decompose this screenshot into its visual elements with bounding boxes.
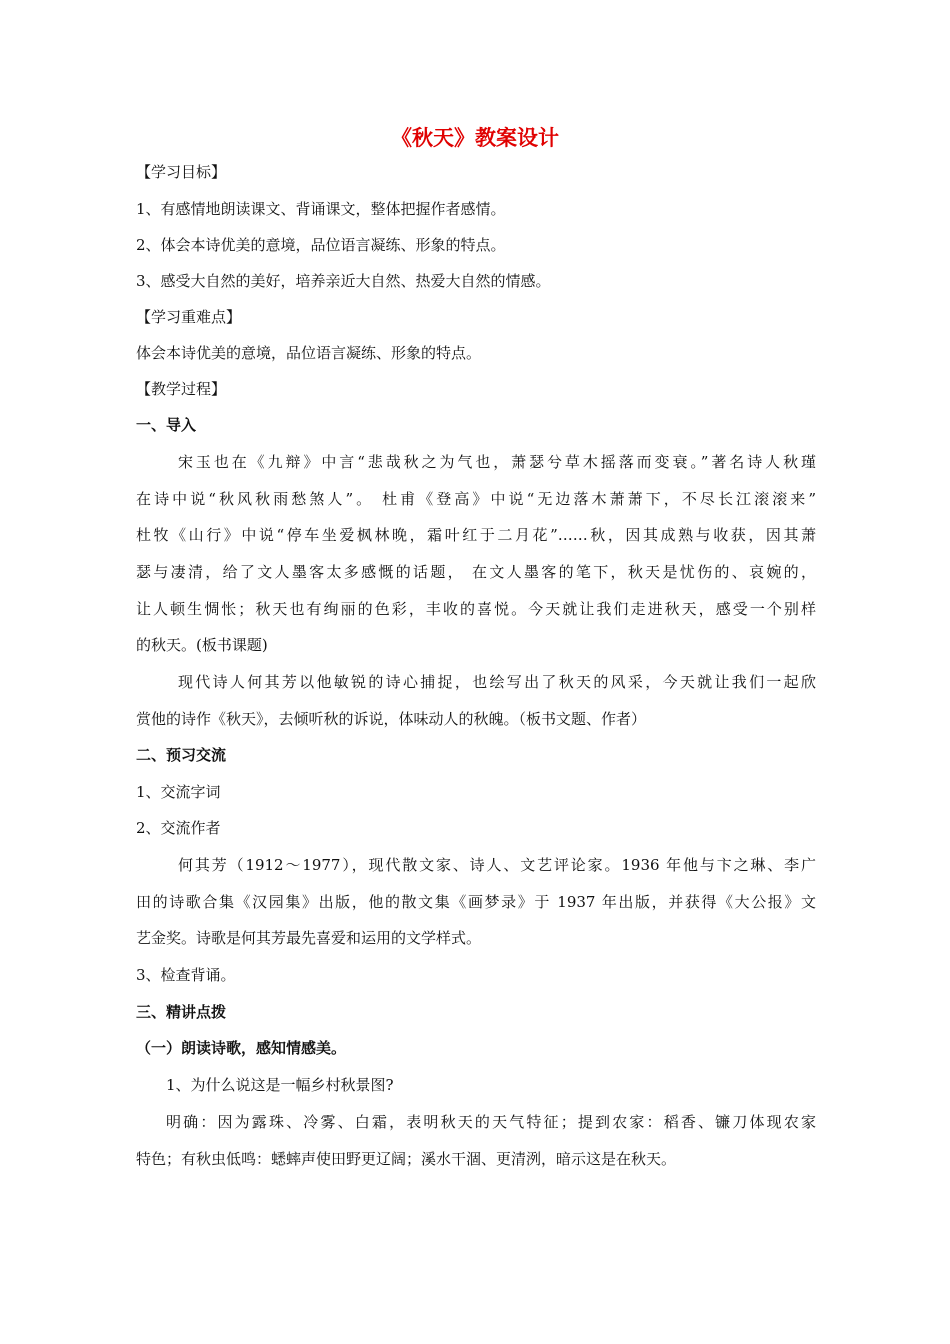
paragraph-line: 在诗中说“秋风秋雨愁煞人”。 杜甫《登高》中说“无边落木萧萧下，不尽长江滚滚来” — [136, 490, 816, 508]
answer-line: 明确：因为露珠、冷雾、白霜，表明秋天的天气特征；提到农家：稻香、镰刀体现农家 — [166, 1113, 816, 1131]
preview-item: 1、交流字词 — [136, 783, 221, 801]
paragraph-line: 宋玉也在《九辩》中言“悲哉秋之为气也，萧瑟兮草木摇落而变衰。”著名诗人秋瑾 — [178, 453, 816, 471]
paragraph-line: 杜牧《山行》中说“停车坐爱枫林晚，霜叶红于二月花”……秋，因其成熟与收获，因其萧 — [136, 526, 816, 544]
paragraph-line: 让人顿生惆怅；秋天也有绚丽的色彩，丰收的喜悦。今天就让我们走进秋天，感受一个别样 — [136, 600, 816, 618]
preview-item: 2、交流作者 — [136, 819, 221, 837]
subsection-heading: （一）朗读诗歌，感知情感美。 — [136, 1039, 347, 1057]
key-points-text: 体会本诗优美的意境，品位语言凝练、形象的特点。 — [136, 344, 482, 362]
paragraph-line: 现代诗人何其芳以他敏锐的诗心捕捉，也绘写出了秋天的风采，今天就让我们一起欣 — [178, 673, 816, 691]
document-title: 《秋天》教案设计 — [391, 126, 559, 150]
preview-item: 3、检查背诵。 — [136, 966, 236, 984]
paragraph-line: 瑟与凄清，给了文人墨客太多感慨的话题， 在文人墨客的笔下，秋天是忧伤的、哀婉的， — [136, 563, 816, 581]
section-heading-explain: 三、精讲点拨 — [136, 1003, 227, 1021]
objective-item: 1、有感情地朗读课文、背诵课文，整体把握作者感情。 — [136, 200, 506, 218]
section-heading-intro: 一、导入 — [136, 416, 197, 434]
answer-line: 特色；有秋虫低鸣：蟋蟀声使田野更辽阔；溪水干涸、更清洌，暗示这是在秋天。 — [136, 1150, 677, 1168]
question-item: 1、为什么说这是一幅乡村秋景图? — [166, 1076, 394, 1094]
paragraph-line: 何其芳（1912～1977），现代散文家、诗人、文艺评论家。1936 年他与卞之琳、李广 — [178, 856, 816, 874]
key-points-heading: 【学习重难点】 — [136, 308, 242, 326]
objective-item: 2、体会本诗优美的意境，品位语言凝练、形象的特点。 — [136, 236, 506, 254]
paragraph-line: 赏他的诗作《秋天》，去倾听秋的诉说，体味动人的秋魄。（板书文题、作者） — [136, 710, 647, 728]
process-heading: 【教学过程】 — [136, 380, 227, 398]
paragraph-line: 田的诗歌合集《汉园集》出版，他的散文集《画梦录》于 1937 年出版，并获得《大公报》文 — [136, 893, 816, 911]
paragraph-line: 的秋天。(板书课题) — [136, 636, 268, 654]
objectives-heading: 【学习目标】 — [136, 163, 227, 181]
paragraph-line: 艺金奖。诗歌是何其芳最先喜爱和运用的文学样式。 — [136, 929, 482, 947]
section-heading-preview: 二、预习交流 — [136, 746, 227, 764]
objective-item: 3、感受大自然的美好，培养亲近大自然、热爱大自然的情感。 — [136, 272, 551, 290]
